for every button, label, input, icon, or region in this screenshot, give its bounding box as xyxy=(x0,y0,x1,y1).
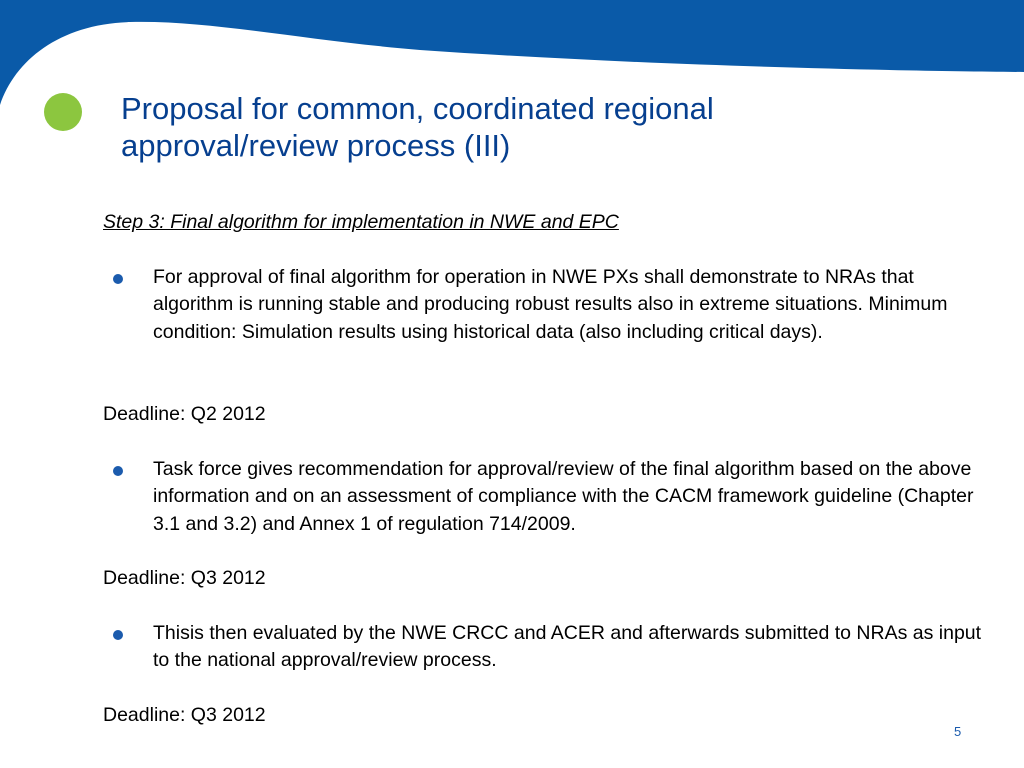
bullet-text: For approval of final algorithm for operation in NWE PXs shall demonstrate to NRAs that algorithm is running stable and producing robust results also in extreme situations. Minimum condition: Simulation results using historical data (also including critical days). xyxy=(153,266,948,343)
bullet-item-1 xyxy=(103,264,983,346)
bullet-item-3 xyxy=(103,620,983,675)
title-bullet-dot xyxy=(44,93,82,131)
bullet-text: Task force gives recommendation for approval/review of the final algorithm based on the above information and on an assessment of compliance with the CACM framework guideline (Chapter 3.1 and 3.2) and Annex 1 of regulation 714/2009. xyxy=(153,458,974,535)
bullet-item-2 xyxy=(103,456,983,538)
page-number: 5 xyxy=(954,724,962,739)
step-heading: Step 3: Final algorithm for implementation in NWE and EPC xyxy=(103,211,619,233)
deadline-2: Deadline: Q3 2012 xyxy=(103,567,266,589)
deadline-3: Deadline: Q3 2012 xyxy=(103,704,266,726)
bullet-dot xyxy=(113,274,123,284)
bullet-dot xyxy=(113,630,123,640)
slide-title xyxy=(121,90,981,164)
title-line-2: approval/review process (III) xyxy=(121,128,511,163)
bullet-text: Thisis then evaluated by the NWE CRCC and ACER and afterwards submitted to NRAs as input to the national approval/review process. xyxy=(153,622,982,672)
deadline-1: Deadline: Q2 2012 xyxy=(103,403,266,425)
title-line-1: Proposal for common, coordinated regional xyxy=(121,91,714,126)
bullet-dot xyxy=(113,466,123,476)
